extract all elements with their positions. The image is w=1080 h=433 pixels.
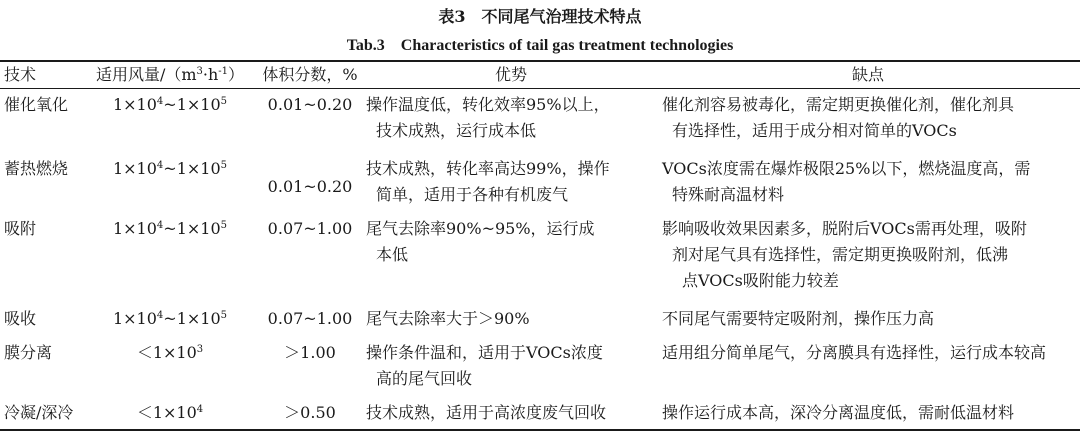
table-bottom-rule [0, 429, 1080, 431]
row5-adv-line1: 操作条件温和，适用于VOCs浓度 [366, 343, 603, 362]
row3-tech: 吸附 [4, 219, 37, 238]
header-disadvantage: 缺点 [851, 65, 884, 84]
row6-tech: 冷凝/深冷 [4, 403, 74, 422]
row2-adv-line2: 简单，适用于各种有机废气 [376, 185, 569, 204]
caption-english: Tab.3 Characteristics of tail gas treatment technologies [346, 37, 734, 54]
row3-volume: 0.07~1.00 [267, 219, 353, 238]
row5-flow: $<1\times 10^3$ [136, 343, 204, 362]
row3-dis-line3: 点VOCs吸附能力较差 [682, 271, 839, 290]
header-flow: 适用风量$/(m^3\cdot h^{-1})$ [95, 65, 245, 84]
row5-tech: 膜分离 [4, 343, 53, 362]
row2-flow: $1\times 10^4\sim 1\times 10^5$ [112, 159, 228, 178]
row6-volume: ＞0.50 [284, 403, 336, 422]
row6-flow: $<1\times 10^4$ [136, 403, 204, 422]
row6-adv-line1: 技术成熟，适用于高浓度废气回收 [366, 403, 607, 422]
row4-flow: $1\times 10^4\sim 1\times 10^5$ [112, 309, 228, 328]
caption-chinese: 表3 不同尾气治理技术特点 [438, 7, 642, 26]
row4-volume: 0.07~1.00 [267, 309, 353, 328]
row2-dis-line2: 特殊耐高温材料 [672, 185, 785, 204]
row5-dis-line1: 适用组分简单尾气，分离膜具有选择性，运行成本较高 [662, 343, 1047, 362]
row3-flow: $1\times 10^4\sim 1\times 10^5$ [112, 219, 228, 238]
header-volume: 体积分数，% [262, 65, 358, 84]
row1-dis-line2: 有选择性，适用于成分相对简单的VOCs [672, 121, 957, 140]
header-tech: 技术 [4, 65, 37, 84]
row4-dis-line1: 不同尾气需要特定吸附剂，操作压力高 [662, 309, 935, 328]
row1-adv-line1: 操作温度低，转化效率95%以上， [366, 95, 610, 114]
row2-volume: 0.01~0.20 [267, 177, 353, 196]
row1-volume: 0.01~0.20 [267, 95, 353, 114]
header-advantage: 优势 [494, 65, 527, 84]
row3-adv-line2: 本低 [376, 245, 409, 264]
row6-dis-line1: 操作运行成本高，深冷分离温度低，需耐低温材料 [662, 403, 1015, 422]
row4-tech: 吸收 [4, 309, 37, 328]
row3-adv-line1: 尾气去除率90%~95%，运行成 [366, 219, 595, 238]
row3-dis-line2: 剂对尾气具有选择性，需定期更换吸附剂，低沸 [672, 245, 1009, 264]
row5-adv-line2: 高的尾气回收 [376, 369, 473, 388]
row2-dis-line1: VOCs浓度需在爆炸极限25%以下，燃烧温度高，需 [662, 159, 1031, 178]
row3-dis-line1: 影响吸收效果因素多，脱附后VOCs需再处理，吸附 [662, 219, 1027, 238]
row2-adv-line1: 技术成熟，转化率高达99%，操作 [366, 159, 610, 178]
row1-tech: 催化氧化 [4, 95, 69, 114]
row1-dis-line1: 催化剂容易被毒化，需定期更换催化剂，催化剂具 [662, 95, 1015, 114]
row1-adv-line2: 技术成熟，运行成本低 [376, 121, 537, 140]
row5-volume: ＞1.00 [284, 343, 336, 362]
table-header-rule [0, 88, 1080, 89]
row4-adv-line1: 尾气去除率大于＞90% [366, 309, 530, 328]
row1-flow: $1\times 10^4\sim 1\times 10^5$ [112, 95, 228, 114]
row2-tech: 蓄热燃烧 [4, 159, 69, 178]
